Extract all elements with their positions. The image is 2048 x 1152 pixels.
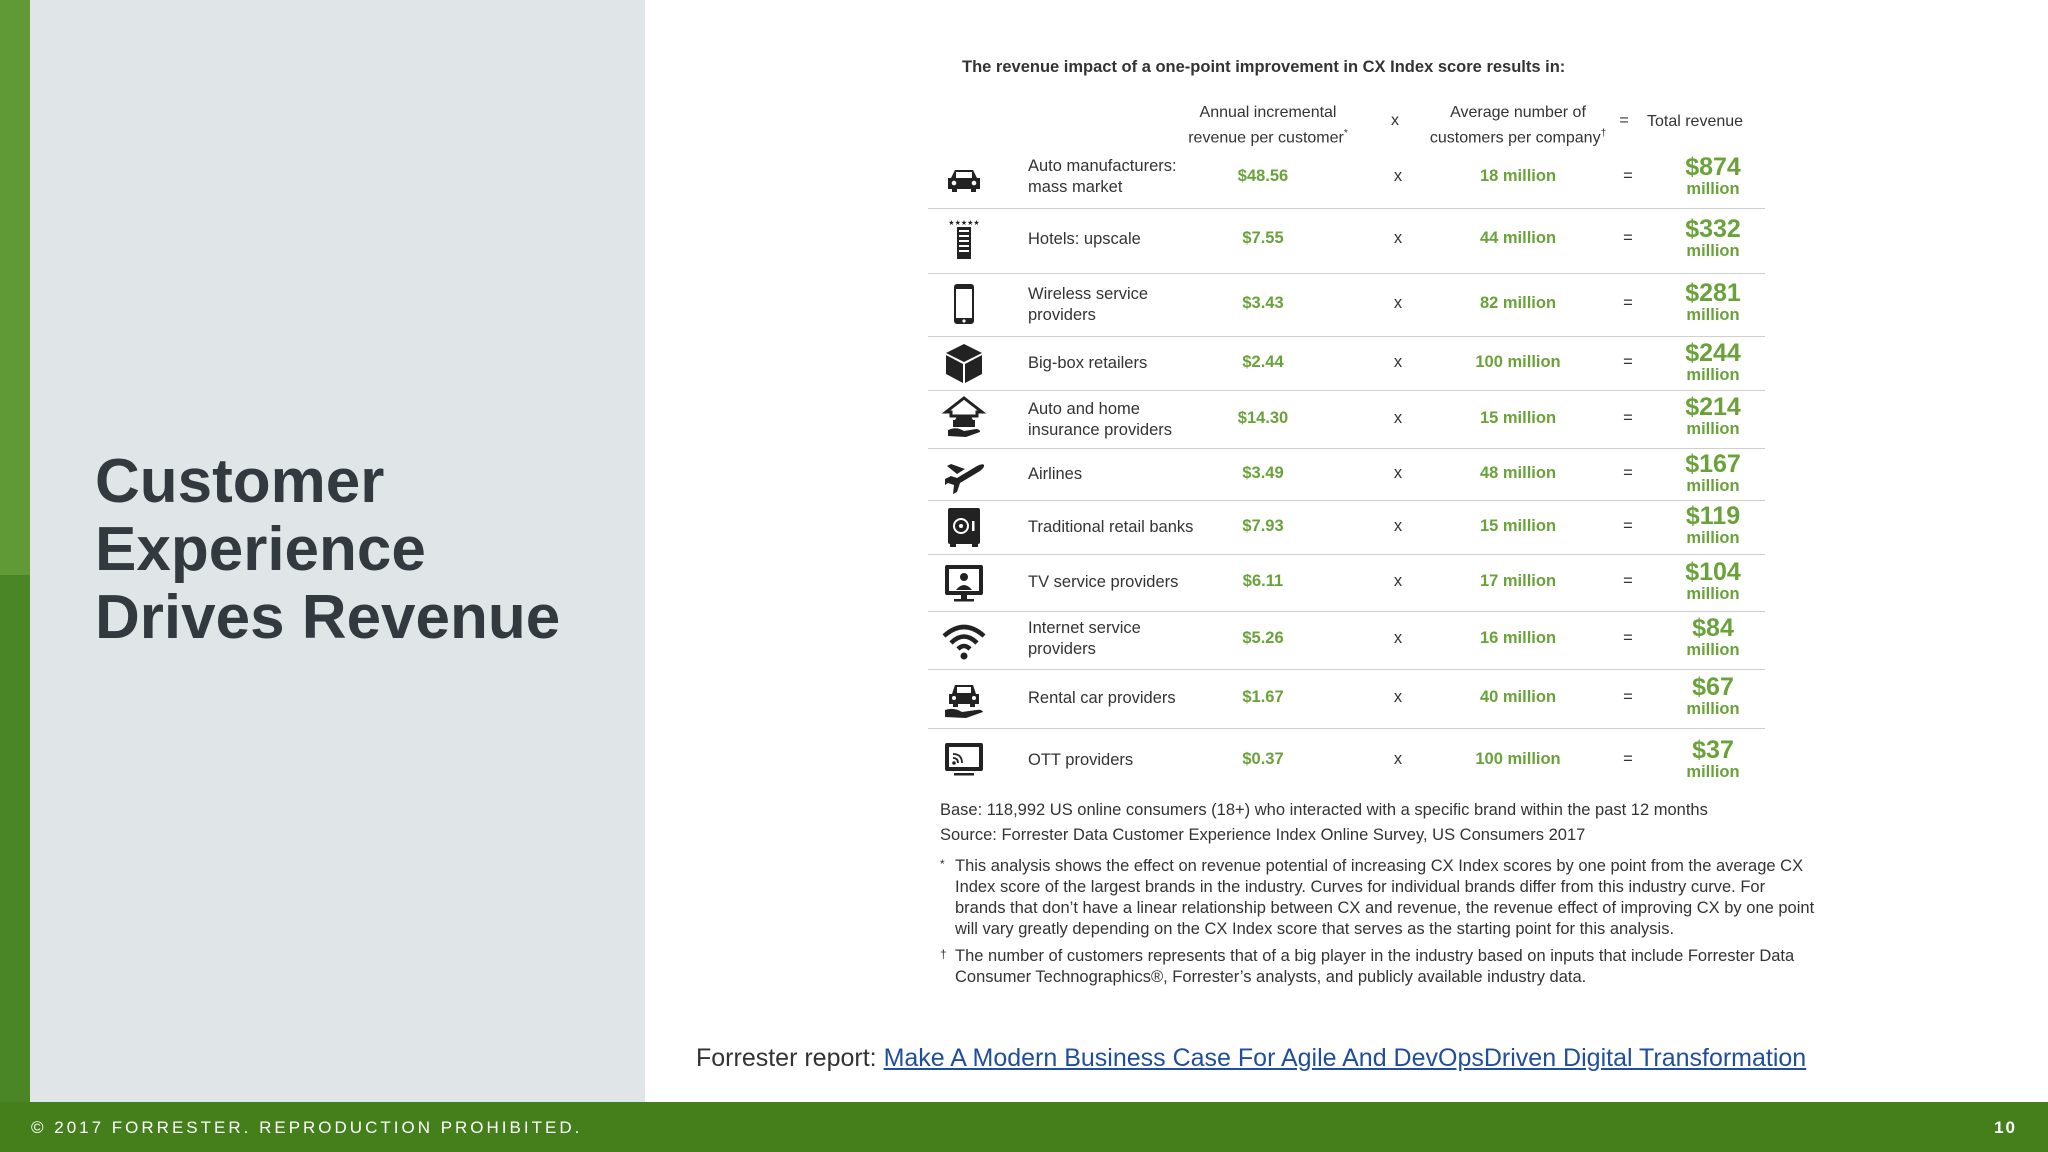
smartphone-icon bbox=[942, 282, 986, 326]
times-sign: x bbox=[1393, 353, 1403, 371]
source-note: Source: Forrester Data Customer Experience Index Online Survey, US Consumers 2017 bbox=[940, 826, 1586, 844]
industry-name: Internet service providers bbox=[1028, 619, 1141, 658]
times-sign: x bbox=[1393, 167, 1403, 185]
equals-sign: = bbox=[1623, 409, 1633, 427]
customers-per-company: 48 million bbox=[1479, 464, 1557, 482]
customers-per-company: 40 million bbox=[1479, 688, 1557, 706]
industry-name: Auto manufacturers: mass market bbox=[1028, 157, 1177, 196]
footnote-dagger: † The number of customers represents that of a big player in the industry based on inputs that include Forrester Data Consumer Technographics®, Forrester’s analysts, and publicly available industry data. bbox=[940, 947, 1795, 986]
table-row bbox=[928, 391, 1765, 449]
times-sign: x bbox=[1393, 688, 1403, 706]
equals-sign: = bbox=[1623, 688, 1633, 706]
customers-per-company: 100 million bbox=[1475, 750, 1561, 768]
car-icon bbox=[942, 158, 986, 202]
table-row bbox=[928, 501, 1765, 555]
industry-name: Wireless service providers bbox=[1028, 285, 1149, 324]
customers-per-company: 15 million bbox=[1479, 517, 1557, 535]
equals-sign: = bbox=[1623, 572, 1633, 590]
figure-notes bbox=[940, 800, 1820, 994]
table-row bbox=[928, 729, 1765, 791]
box-icon bbox=[942, 341, 986, 385]
header-avg-customers: Average number of customers per company† bbox=[1429, 104, 1607, 147]
revenue-per-customer: $2.44 bbox=[1242, 353, 1284, 371]
revenue-per-customer: $7.93 bbox=[1242, 517, 1284, 535]
total-revenue: $874 million bbox=[1685, 153, 1741, 198]
industry-name: TV service providers bbox=[1028, 573, 1179, 591]
customers-per-company: 16 million bbox=[1479, 629, 1557, 647]
industry-name: Rental car providers bbox=[1028, 689, 1176, 707]
equals-sign: = bbox=[1623, 750, 1633, 768]
table-row bbox=[928, 449, 1765, 501]
equals-sign: = bbox=[1623, 517, 1633, 535]
equals-sign: = bbox=[1623, 294, 1633, 312]
insurance-house-car-icon bbox=[942, 396, 986, 440]
report-prefix: Forrester report: bbox=[696, 1044, 884, 1072]
revenue-per-customer: $3.49 bbox=[1242, 464, 1284, 482]
base-note: Base: 118,992 US online consumers (18+) who interacted with a specific brand within the past 12 months bbox=[940, 801, 1708, 819]
total-revenue: $244 million bbox=[1685, 339, 1741, 384]
wifi-icon bbox=[942, 618, 986, 662]
industry-name: OTT providers bbox=[1028, 751, 1134, 769]
footer-bar bbox=[0, 1102, 2048, 1152]
car-in-hand-icon bbox=[942, 676, 986, 720]
equals-sign: = bbox=[1623, 167, 1633, 185]
revenue-per-customer: $6.11 bbox=[1242, 572, 1284, 590]
times-sign: x bbox=[1393, 294, 1403, 312]
industry-rows bbox=[928, 152, 1765, 791]
slide-title: Customer Experience Drives Revenue bbox=[95, 447, 561, 652]
equals-sign: = bbox=[1623, 464, 1633, 482]
header-annual-revenue: Annual incremental revenue per customer* bbox=[1188, 104, 1348, 147]
times-sign: x bbox=[1393, 517, 1403, 535]
industry-name: Traditional retail banks bbox=[1028, 518, 1194, 536]
hotel-icon bbox=[942, 217, 986, 261]
total-revenue: $37 million bbox=[1686, 736, 1740, 781]
total-revenue: $104 million bbox=[1685, 558, 1741, 603]
bank-safe-icon bbox=[942, 505, 986, 549]
report-reference bbox=[696, 1044, 1806, 1073]
header-times: x bbox=[1391, 112, 1399, 129]
table-row bbox=[928, 612, 1765, 670]
figure-title: The revenue impact of a one-point improvement in CX Index score results in: bbox=[962, 58, 1566, 76]
page-number: 10 bbox=[1994, 1118, 2017, 1137]
customers-per-company: 44 million bbox=[1479, 229, 1557, 247]
total-revenue: $167 million bbox=[1685, 450, 1741, 495]
total-revenue: $84 million bbox=[1686, 614, 1740, 659]
revenue-per-customer: $48.56 bbox=[1237, 167, 1289, 185]
revenue-per-customer: $3.43 bbox=[1242, 294, 1284, 312]
times-sign: x bbox=[1393, 629, 1403, 647]
times-sign: x bbox=[1393, 464, 1403, 482]
table-row bbox=[928, 274, 1765, 337]
revenue-per-customer: $14.30 bbox=[1237, 409, 1289, 427]
times-sign: x bbox=[1393, 750, 1403, 768]
svg-text:★★★★★: ★★★★★ bbox=[948, 219, 980, 227]
customers-per-company: 82 million bbox=[1479, 294, 1557, 312]
table-row bbox=[928, 337, 1765, 391]
times-sign: x bbox=[1393, 572, 1403, 590]
table-row bbox=[928, 209, 1765, 274]
total-revenue: $281 million bbox=[1685, 279, 1741, 324]
copyright-text: © 2017 FORRESTER. REPRODUCTION PROHIBITED. bbox=[31, 1118, 583, 1137]
total-revenue: $67 million bbox=[1686, 673, 1740, 718]
streaming-tv-icon bbox=[942, 737, 986, 781]
times-sign: x bbox=[1393, 229, 1403, 247]
customers-per-company: 17 million bbox=[1479, 572, 1557, 590]
revenue-per-customer: $1.67 bbox=[1242, 688, 1284, 706]
industry-name: Big-box retailers bbox=[1028, 354, 1148, 372]
airplane-icon bbox=[942, 452, 986, 496]
equals-sign: = bbox=[1623, 229, 1633, 247]
customers-per-company: 15 million bbox=[1479, 409, 1557, 427]
table-row bbox=[928, 152, 1765, 209]
equals-sign: = bbox=[1623, 629, 1633, 647]
report-link[interactable]: Make A Modern Business Case For Agile And DevOpsDriven Digital Transformation bbox=[883, 1044, 1807, 1072]
revenue-per-customer: $0.37 bbox=[1242, 750, 1284, 768]
table-row bbox=[928, 670, 1765, 729]
tv-icon bbox=[942, 561, 986, 605]
header-total-revenue: Total revenue bbox=[1646, 113, 1744, 130]
total-revenue: $119 million bbox=[1685, 502, 1741, 547]
table-row bbox=[928, 555, 1765, 612]
industry-name: Airlines bbox=[1028, 465, 1083, 483]
customers-per-company: 18 million bbox=[1479, 167, 1557, 185]
industry-name: Auto and home insurance providers bbox=[1028, 400, 1172, 439]
times-sign: x bbox=[1393, 409, 1403, 427]
industry-name: Hotels: upscale bbox=[1028, 230, 1141, 248]
footnote-asterisk: * This analysis shows the effect on revenue potential of increasing CX Index scores by one point from the average CX Index score of the largest brands in the industry. Curves for individual brands differ from this industry curve. For brands that don’t have a linear relationship between CX and revenue, the revenue effect of improving CX by one point will vary greatly depending on the CX Index score that serves as the starting point for this analysis. bbox=[940, 857, 1815, 938]
customers-per-company: 100 million bbox=[1475, 353, 1561, 371]
equals-sign: = bbox=[1623, 353, 1633, 371]
left-accent-stripe bbox=[0, 0, 30, 1102]
header-equals: = bbox=[1619, 112, 1629, 129]
total-revenue: $332 million bbox=[1685, 215, 1741, 260]
total-revenue: $214 million bbox=[1685, 393, 1741, 438]
revenue-per-customer: $7.55 bbox=[1242, 229, 1284, 247]
revenue-per-customer: $5.26 bbox=[1242, 629, 1284, 647]
